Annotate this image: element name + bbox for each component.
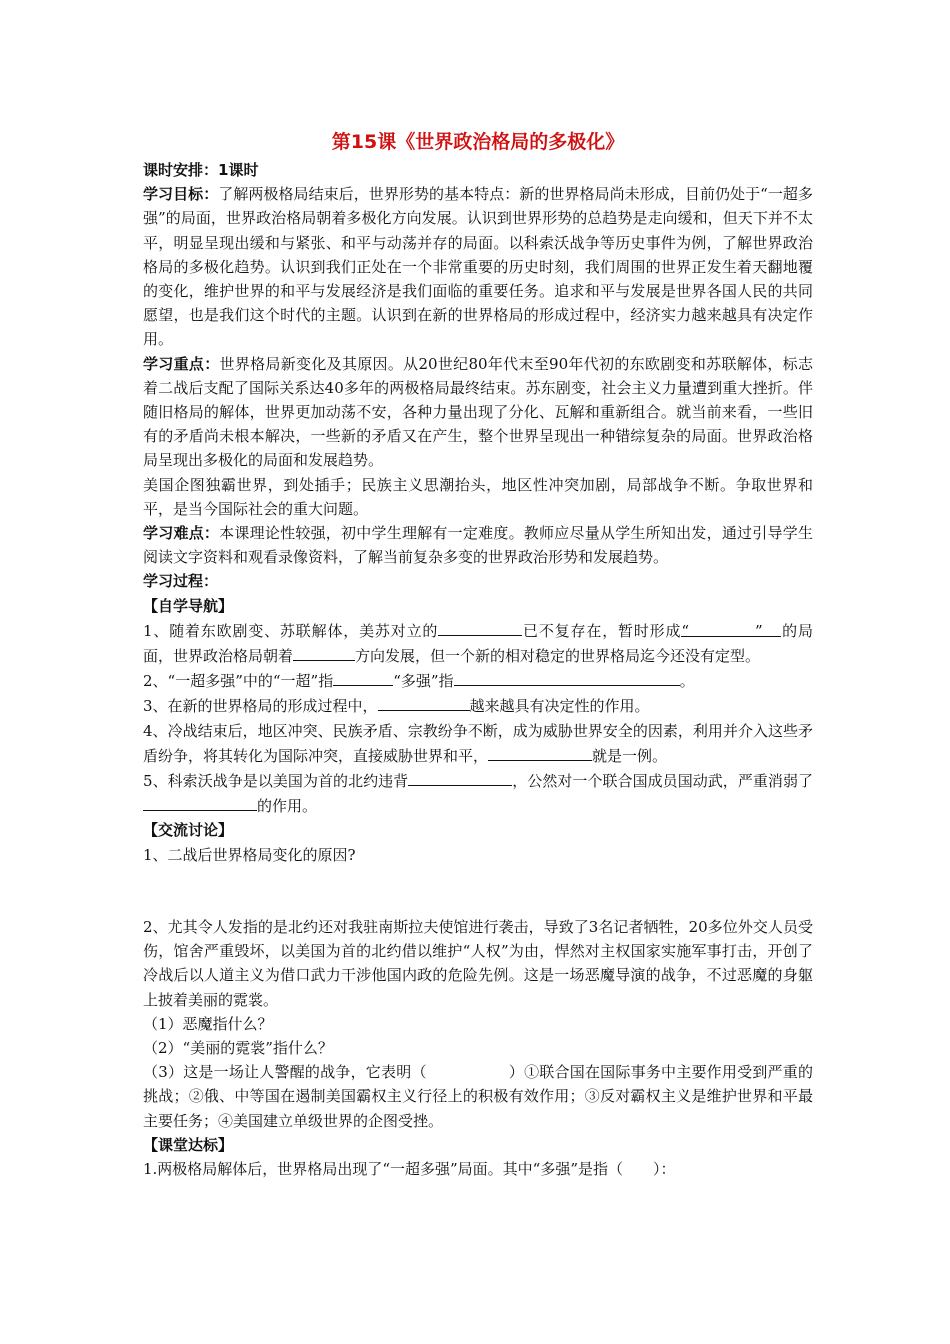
key-points-text: 世界格局新变化及其原因。从20世纪80年代末至90年代初的东欧剧变和苏联解体，标志着二战后支配了国际关系达40多年的两极格局最终结束。苏东剧变，社会主义力量遭到重大挫折。伴随旧格局的解体，世界更加动荡不安，各种力量出现了分化、瓦解和重新组合。就当前来看，一些旧有的矛盾尚未根本解决，一些新的矛盾又在产生，整个世界呈现出一种错综复杂的局面。世界政治格局呈现出多极化的局面和发展趋势。: [143, 354, 813, 470]
self-study-question-1: [143, 618, 813, 668]
discussion-sub-1: （1）恶魔指什么？: [143, 1014, 273, 1033]
q2-blank-2[interactable]: [454, 668, 680, 686]
q1-open-quote: “: [681, 621, 689, 640]
key-points-paragraph: [143, 352, 813, 473]
difficulties-text: 本课理论性较强，初中学生理解有一定难度。教师应尽量从学生所知出发，通过引导学生阅读文字资料和观看录像资料，了解当前复杂多变的世界政治形势和发展趋势。: [143, 524, 813, 567]
q1-text-e: 的局面，世界政治格局朝着: [143, 621, 813, 666]
q1-text-a: 1、随着东欧剧变、苏联解体，美苏对立的: [143, 621, 439, 640]
q2-text-a: 2、“一超多强”中的“一超”指: [143, 672, 334, 691]
q3-text-a: 3、在新的世界格局的形成过程中，: [143, 697, 378, 716]
q5-text-c: 的作用。: [257, 797, 318, 816]
q1-close-quote: ”: [755, 621, 763, 640]
q4-text-a: 4、冷战结束后，地区冲突、民族矛盾、宗教纷争不断，成为威胁世界安全的因素，利用并介入这些矛盾纷争，将其转化为国际冲突，直接威胁世界和平，: [143, 721, 813, 765]
q5-text-a: 5、科索沃战争是以美国为首的北约违背: [143, 772, 409, 791]
document-page: [143, 128, 813, 1181]
schedule-value: 1课时: [218, 161, 259, 179]
self-study-heading: 【自学导航】: [143, 596, 234, 615]
classroom-question-1: 1.两极格局解体后，世界格局出现了“一超多强”局面。其中“多强”是指（ ）：: [143, 1159, 676, 1178]
discussion-sub-2: （2）“美丽的霓裳”指什么？: [143, 1038, 333, 1057]
answer-space: [143, 867, 813, 915]
q3-text-b: 越来越具有决定性的作用。: [469, 697, 650, 716]
process-label: 学习过程：: [143, 572, 219, 591]
discussion-question-2: 2、尤其令人发指的是北约还对我驻南斯拉夫使馆进行袭击，导致了3名记者牺牲，20多位外交人员受伤，馆舍严重毁坏，以美国为首的北约借以维护“人权”为由，悍然对主权国家实施军事打击，开创了冷战后以人道主义为借口武力干涉他国内政的危险先例。这是一场恶魔导演的战争，不过恶魔的身躯上披着美丽的霓裳。: [143, 917, 813, 1009]
q1-blank-3[interactable]: [293, 643, 355, 661]
classroom-heading: 【课堂达标】: [143, 1135, 234, 1154]
q1-text-b: 已不复存在，暂时形成: [522, 621, 682, 640]
objectives-label: 学习目标：: [143, 185, 219, 204]
difficulties-paragraph: [143, 521, 813, 569]
q1-text-f: 方向发展，但一个新的相对稳定的世界格局迄今还没有定型。: [355, 647, 761, 666]
discussion-question-1: 1、二战后世界格局变化的原因?: [143, 845, 356, 864]
objectives-text: 了解两极格局结束后，世界形势的基本特点：新的世界格局尚未形成，目前仍处于“一超多强”的局面，世界政治格局朝着多极化方向发展。认识到世界形势的总趋势是走向缓和，但天下并不太平，明显呈现出缓和与紧张、和平与动荡并存的局面。以科索沃战争等历史事件为例，了解世界政治格局的多极化趋势。认识到我们正处在一个非常重要的历史时刻，我们周围的世界正发生着天翻地覆的变化，维护世界的和平与发展经济是我们面临的重要任务。追求和平与发展是世界各国人民的共同愿望，也是我们这个时代的主题。认识到在新的世界格局的形成过程中，经济实力越来越具有决定作用。: [143, 185, 813, 349]
q2-blank-1[interactable]: [333, 668, 393, 686]
q1-blank-2[interactable]: [681, 619, 781, 640]
q5-blank-2[interactable]: [143, 793, 257, 811]
difficulties-label: 学习难点：: [143, 524, 220, 543]
self-study-question-4: [143, 719, 813, 768]
q4-blank-1[interactable]: [488, 743, 592, 761]
q3-blank-1[interactable]: [378, 693, 470, 711]
discussion-heading: 【交流讨论】: [143, 821, 234, 840]
self-study-question-5: [143, 768, 813, 818]
schedule-label: 课时安排：: [143, 161, 219, 179]
q2-text-c: 。: [679, 672, 695, 691]
discussion-sub-3: [143, 1060, 813, 1133]
q1-blank-1[interactable]: [438, 618, 522, 636]
sub3-text-b: ）①联合国在国际事务中主要作用受到严重的挑战；②俄、中等国在遏制美国霸权主义行径上的积极有效作用；③反对霸权主义是维护世界和平最主要任务；④美国建立单级世界的企图受挫。: [143, 1063, 813, 1130]
sub3-text-a: （3）这是一场让人警醒的战争，它表明（: [143, 1063, 427, 1082]
key-points-label: 学习重点：: [143, 354, 220, 373]
q5-blank-1[interactable]: [408, 768, 512, 786]
key-points-paragraph-2: 美国企图独霸世界，到处插手；民族主义思潮抬头，地区性冲突加剧，局部战争不断。争取世界和平，是当今国际社会的重大问题。: [143, 475, 813, 518]
q2-text-b: “多强”指: [393, 672, 454, 691]
self-study-question-2: [143, 668, 813, 693]
objectives-paragraph: [143, 182, 813, 351]
schedule-line: [143, 158, 813, 182]
q4-text-b: 就是一例。: [592, 746, 668, 765]
lesson-title: 第15课《世界政治格局的多极化》: [331, 131, 625, 153]
self-study-question-3: [143, 693, 813, 718]
q5-text-b: ，公然对一个联合国成员国动武，严重消弱了: [512, 772, 813, 791]
